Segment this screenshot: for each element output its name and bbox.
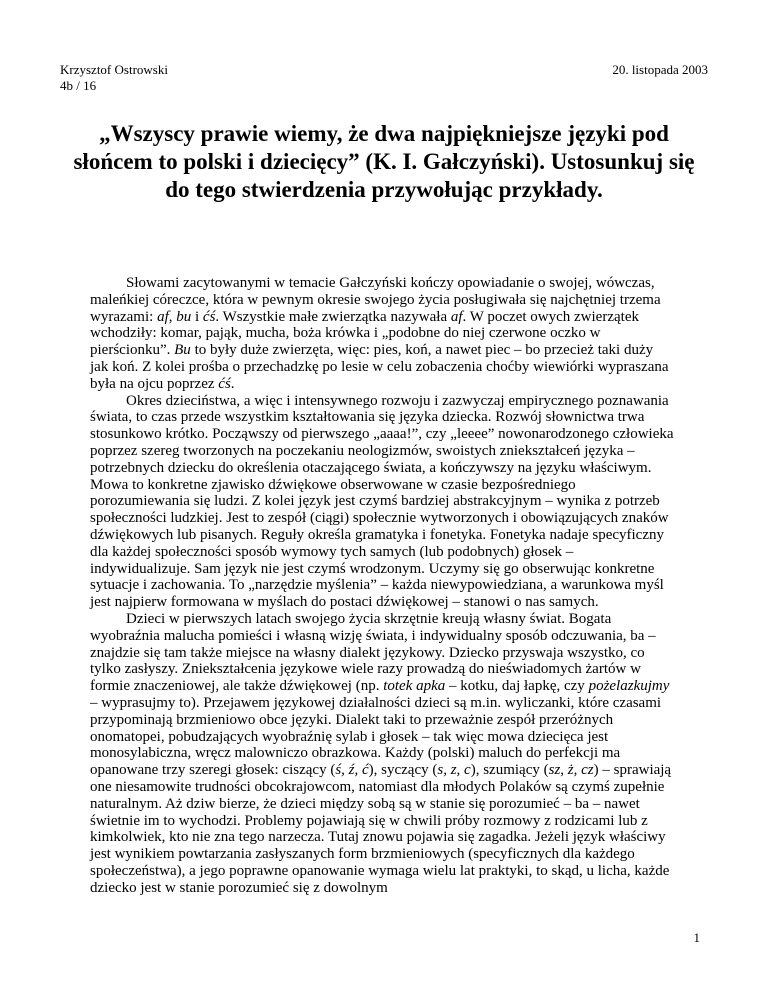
text-run: . xyxy=(230,375,235,392)
italic-run: pożelazkujmy xyxy=(588,678,670,695)
text-run: . Wszystkie małe zwierzątka nazywała xyxy=(215,308,451,325)
text-run: Dzieci w pierwszych latach swojego życia skrzętnie kreują własny świat. Bogata wyobraźnia malucha pomieści i własną wizję świata, i indywidualny sposób odczuwania, ba – znajdzie się tam także miejsce na własny dialekt językowy. Dziecko przyswaja wszystko, co tylko zasłyszy. Zniekształcenia językowe wiele razy prowadzą do nieświadomych żartów w formie znaczeniowej, ale także dźwiękowej (np. xyxy=(90,610,656,695)
italic-run: ćś xyxy=(202,308,216,325)
text-run: i xyxy=(191,308,203,325)
text-run: – kotku, daj łapkę, czy xyxy=(445,678,589,695)
italic-run: bu xyxy=(176,308,192,325)
italic-run: af xyxy=(450,308,463,325)
class-info: 4b / 16 xyxy=(60,78,97,93)
page-number: 1 xyxy=(693,930,700,945)
text-run: Słowami zacytowanymi w temacie Gałczyński kończy opowiadanie o swojej, wówczas, maleńkiej córeczce, która w pewnym okresie swojego życia posługiwała się najchętniej trzema wyrazami: xyxy=(90,275,661,325)
italic-run: Bu xyxy=(174,342,191,359)
italic-run: sz, ż, cz xyxy=(548,762,594,779)
body-paragraph xyxy=(90,393,675,611)
body-paragraph xyxy=(90,611,675,897)
italic-run: ćś xyxy=(218,375,231,392)
text-run: – wyprasujmy to). Przejawem językowej działalności dzieci są m.in. wyliczanki, które czasami przypominają brzmieniowo obce języki. Dialekt taki to przeważnie zespół przeróżnych onomatopei, pobudzających wyobraźnię sylab i głosek – tak więc mowa dziecięca jest monosylabiczna, wręcz malowniczo obrazkowa. Każdy (polski) maluch do perfekcji ma opanowane trzy szeregi głosek: ciszący ( xyxy=(90,694,662,779)
essay-title: „Wszyscy prawie wiemy, że dwa najpiękniejsze języki pod słońcem to polski i dziecięcy” (K. I. Gałczyński). Ustosunkuj się do tego stwierdzenia przywołując przykłady. xyxy=(73,121,695,202)
text-run: to były duże zwierzęta, więc: pies, koń, a nawet piec – bo przecież taki duży jak koń. Z kolei prośba o przechadzkę po lesie w celu zobaczenia choćby wiewiórki wypraszana była na ojcu poprzez xyxy=(90,342,669,392)
text-run: , xyxy=(168,308,177,325)
text-run: ) – sprawiają one niesamowite trudności obcokrajowcom, natomiast dla młodych Polaków są czymś zupełnie naturalnym. Aż dziw bierze, że dzieci między sobą są w stanie się porozumieć – ba – nawet świetnie im to wychodzi. Problemy pojawiają się w chwili próby rozmowy z rodzicami lub z kimkolwiek, kto nie zna tego narzecza. Tutaj znowu pojawia się zagadka. Jeżeli język właściwy jest wynikiem powtarzania zasłyszanych form brzmieniowych (specyficznych dla każdego społeczeństwa), a jego poprawne opanowanie wymaga wielu lat praktyki, to skąd, u licha, każde dziecko jest w stanie porozumieć się z dowolnym xyxy=(90,762,672,896)
italic-run: af xyxy=(157,308,169,325)
body-paragraph xyxy=(90,275,675,393)
italic-run: s, z, c xyxy=(437,762,471,779)
text-run: ), szumiący ( xyxy=(470,762,549,779)
author-name: Krzysztof Ostrowski xyxy=(60,62,168,77)
essay-body xyxy=(90,275,675,896)
text-run: ), syczący ( xyxy=(368,762,438,779)
italic-run: ś, ź, ć xyxy=(335,762,369,779)
header-date: 20. listopada 2003 xyxy=(612,62,708,77)
text-run: . W poczet owych zwierzątek wchodziły: komar, pająk, mucha, boża krówka i „podobne do niej czerwone oczko w pierścionku”. xyxy=(90,308,639,359)
italic-run: totek apka xyxy=(383,678,446,695)
header-left xyxy=(60,62,168,94)
text-run: Okres dzieciństwa, a więc i intensywnego rozwoju i zazwyczaj empirycznego poznawania świata, to czas przede wszystkim kształtowania się języka dziecka. Rozwój słownictwa trwa stosunkowo krótko. Począwszy od pierwszego „aaaa!”, czy „leeee” nowonarodzonego człowieka poprzez szereg tworzonych na poczekaniu neologizmów, swoistych zniekształceń języka – potrzebnych dziecku do określenia otaczającego świata, a kończywszy na języku właściwym. Mowa to konkretne zjawisko dźwiękowe obserwowane w czasie bezpośredniego porozumiewania się ludzi. Z kolei język jest czymś bardziej abstrakcyjnym – wynika z potrzeb społeczności ludzkiej. Jest to zespół (ciągi) społecznie wytworzonych i obowiązujących znaków dźwiękowych lub pisanych. Reguły określa gramatyka i fonetyka. Fonetyka nadaje specyficzny dla każdej społeczności sposób wymowy tych samych (lub podobnych) głosek – indywidualizuje. Sam język nie jest czymś wrodzonym. Uczymy się go obserwując konkretne sytuacje i zachowania. To „narzędzie myślenia” – każda niewypowiedziana, a warunkowa myśl jest najpierw formowana w myślach do postaci dźwiękowej – stanowi o nas samych. xyxy=(90,392,674,611)
